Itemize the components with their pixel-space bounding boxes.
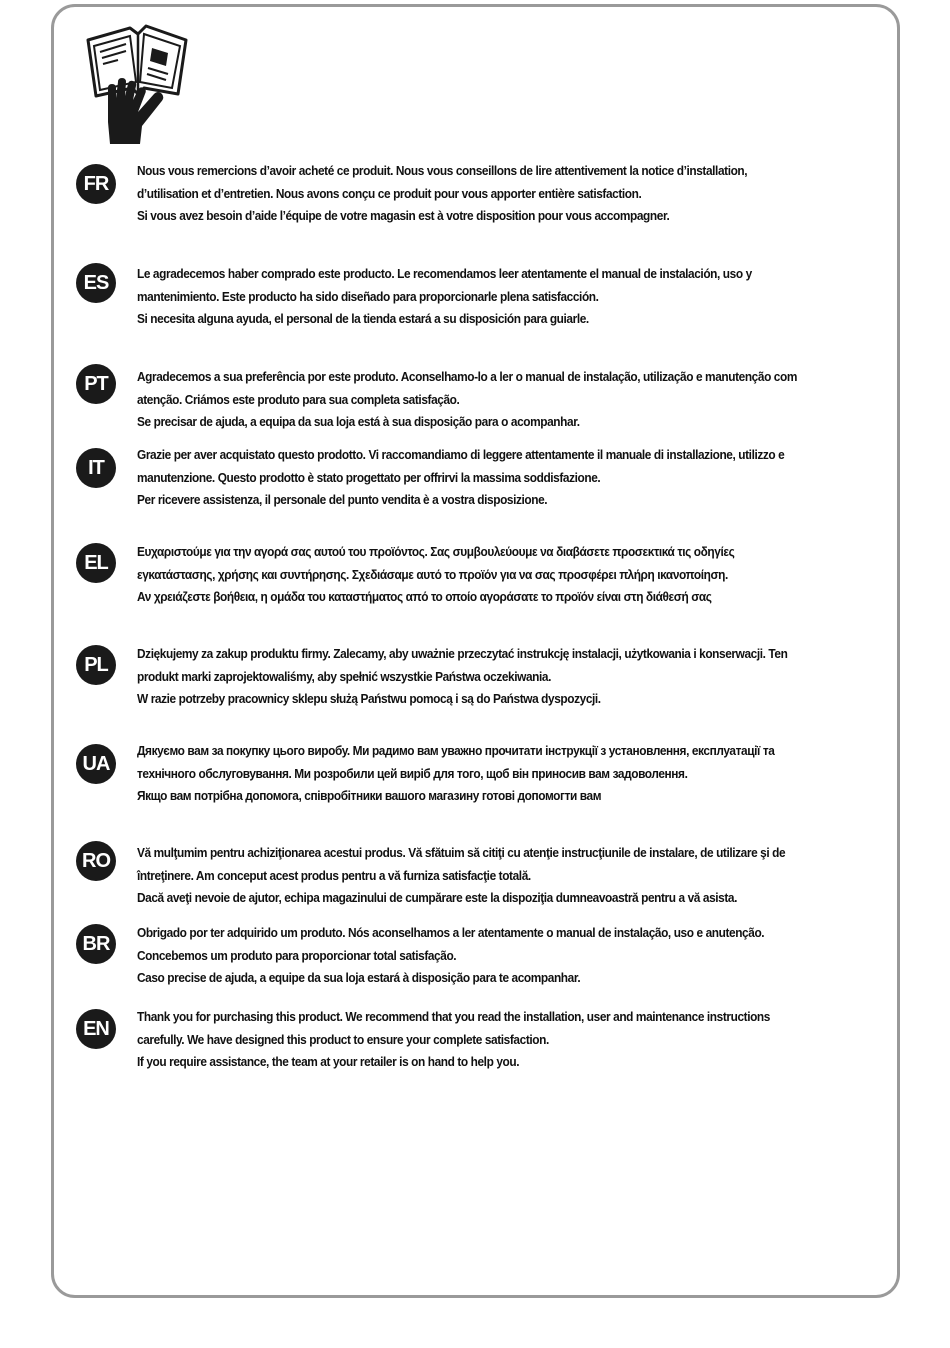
help-paragraph: Якщо вам потрібна допомога, співробітники вашого магазину готові допомогти вам bbox=[137, 788, 602, 803]
help-paragraph: W razie potrzeby pracownicy sklepu służą Państwu pomocą i są do Państwa dyspozycji. bbox=[137, 691, 601, 706]
section-text-en bbox=[137, 1006, 803, 1074]
language-badge-it: IT bbox=[76, 448, 116, 488]
help-paragraph: Αν χρειάζεστε βοήθεια, η ομάδα του καταστήματος από το οποίο αγοράσατε το προϊόν είναι στη διάθεσή σας bbox=[137, 589, 712, 604]
section-text-pt bbox=[137, 366, 803, 434]
intro-paragraph: Vă mulţumim pentru achiziţionarea acestui produs. Vă sfătuim să citiţi cu atenţie instrucţiunile de instalare, de utilizare şi de întreţinere. Am conceput acest produs pentru a vă furniza satisfacţie totală. bbox=[137, 845, 786, 883]
section-text-pl bbox=[137, 643, 803, 711]
language-badge-pt: PT bbox=[76, 364, 116, 404]
language-badge-fr: FR bbox=[76, 164, 116, 204]
section-text-br bbox=[137, 922, 803, 990]
language-badge-es: ES bbox=[76, 263, 116, 303]
section-text-ro bbox=[137, 842, 803, 910]
section-text-el bbox=[137, 541, 803, 609]
manual-book-hand-icon bbox=[82, 22, 192, 150]
language-badge-br: BR bbox=[76, 924, 116, 964]
intro-paragraph: Ευχαριστούμε για την αγορά σας αυτού του προϊόντος. Σας συμβουλεύουμε να διαβάσετε προσεκτικά τις οδηγίες εγκατάστασης, χρήσης και συντήρησης. Σχεδιάσαμε αυτό το προϊόν για να σας προσφέρει πλήρη ικανοποίηση. bbox=[137, 544, 735, 582]
help-paragraph: Si necesita alguna ayuda, el personal de la tienda estará a su disposición para guiarle. bbox=[137, 311, 589, 326]
intro-paragraph: Obrigado por ter adquirido um produto. Nós aconselhamos a ler atentamente o manual de instalação, uso e anutenção. Concebemos um produto para proporcionar total satisfação. bbox=[137, 925, 765, 963]
help-paragraph: Se precisar de ajuda, a equipa da sua loja está à sua disposição para o acompanhar. bbox=[137, 414, 580, 429]
intro-paragraph: Grazie per aver acquistato questo prodotto. Vi raccomandiamo di leggere attentamente il manuale di installazione, utilizzo e manutenzione. Questo prodotto è stato progettato per offrirvi la massima soddisfazione. bbox=[137, 447, 785, 485]
language-badge-ua: UA bbox=[76, 744, 116, 784]
section-text-ua bbox=[137, 740, 803, 808]
language-badge-el: EL bbox=[76, 543, 116, 583]
section-text-fr bbox=[137, 160, 803, 228]
intro-paragraph: Dziękujemy za zakup produktu firmy. Zalecamy, aby uważnie przeczytać instrukcję instalacji, użytkowania i konserwacji. Ten produkt marki zaprojektowaliśmy, aby spełnić wszystkie Państwa oczekiwania. bbox=[137, 646, 788, 684]
intro-paragraph: Le agradecemos haber comprado este producto. Le recomendamos leer atentamente el manual de instalación, uso y mantenimiento. Este producto ha sido diseñado para proporcionarle plena satisfacción. bbox=[137, 266, 752, 304]
help-paragraph: Caso precise de ajuda, a equipe da sua loja estará à disposição para te acompanhar. bbox=[137, 970, 581, 985]
section-text-es bbox=[137, 263, 803, 331]
intro-paragraph: Agradecemos a sua preferência por este produto. Aconselhamo-lo a ler o manual de instalação, utilização e manutenção com atenção. Criámos este produto para sua completa satisfação. bbox=[137, 369, 797, 407]
help-paragraph: Per ricevere assistenza, il personale del punto vendita è a vostra disposizione. bbox=[137, 492, 548, 507]
intro-paragraph: Дякуємо вам за покупку цього виробу. Ми радимо вам уважно прочитати інструкції з установлення, експлуатації та технічного обслуговування. Ми розробили цей виріб для того, щоб він приносив вам задоволення. bbox=[137, 743, 775, 781]
language-badge-en: EN bbox=[76, 1009, 116, 1049]
intro-paragraph: Thank you for purchasing this product. We recommend that you read the installation, user and maintenance instructions carefully. We have designed this product to ensure your complete satisfaction. bbox=[137, 1009, 770, 1047]
language-badge-ro: RO bbox=[76, 841, 116, 881]
intro-paragraph: Nous vous remercions d’avoir acheté ce produit. Nous vous conseillons de lire attentivement la notice d’installation, d’utilisation et d’entretien. Nous avons conçu ce produit pour vous apporter entière satisfaction. bbox=[137, 163, 748, 201]
section-text-it bbox=[137, 444, 803, 512]
help-paragraph: Si vous avez besoin d’aide l’équipe de votre magasin est à votre disposition pour vous accompagner. bbox=[137, 208, 670, 223]
language-badge-pl: PL bbox=[76, 645, 116, 685]
help-paragraph: If you require assistance, the team at your retailer is on hand to help you. bbox=[137, 1054, 520, 1069]
help-paragraph: Dacă aveţi nevoie de ajutor, echipa magazinului de cumpărare este la dispoziţia dumneavoastră pentru a vă asista. bbox=[137, 890, 738, 905]
